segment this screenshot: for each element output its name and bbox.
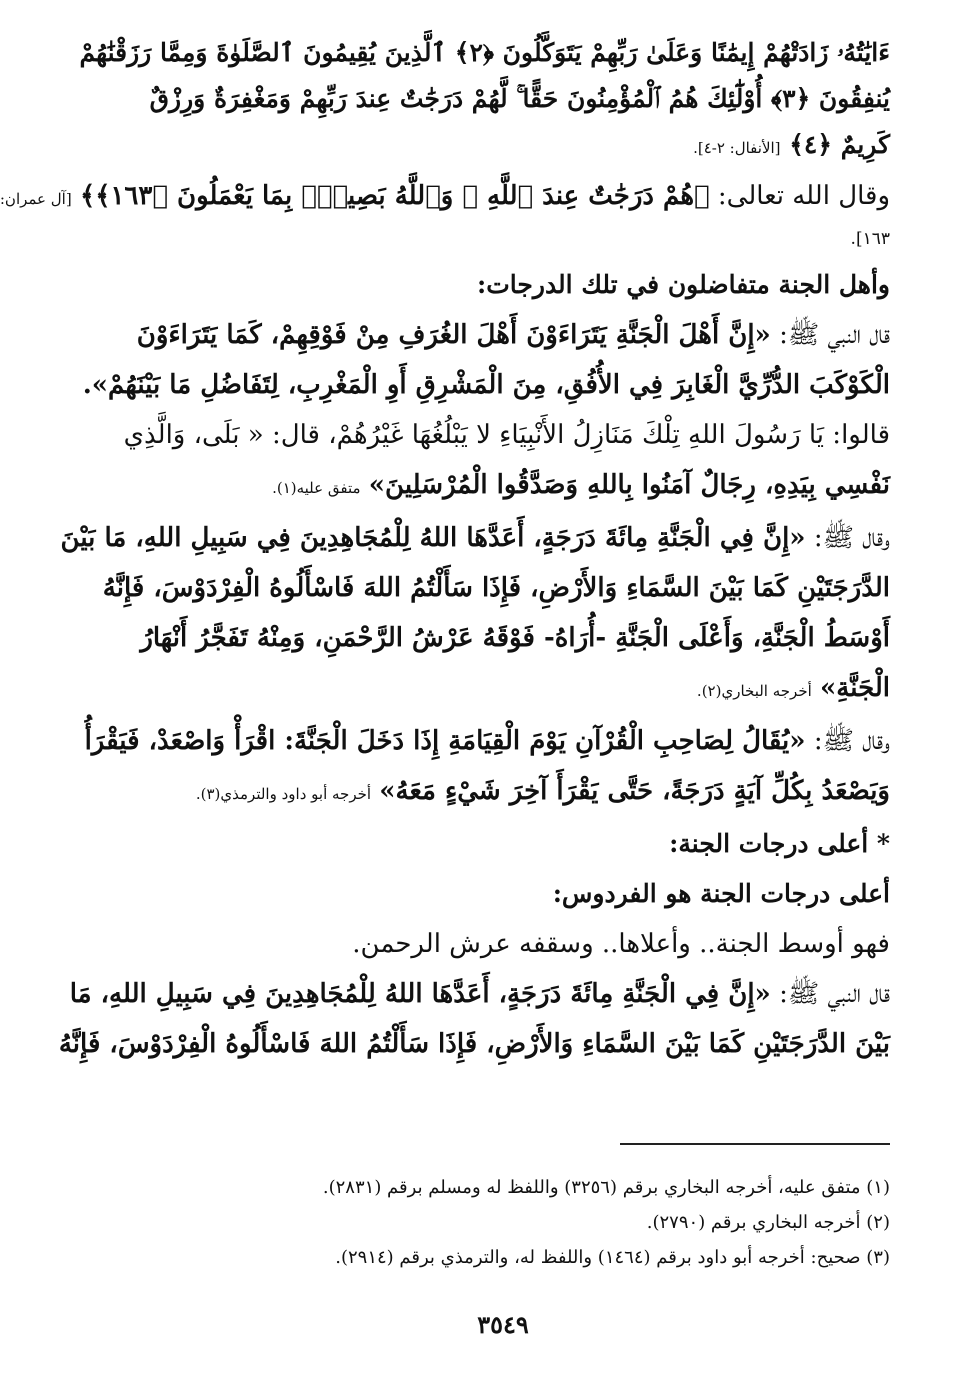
hadith-reference: متفق عليه(١). bbox=[272, 479, 361, 497]
footnotes bbox=[116, 1170, 890, 1275]
hadith-intro: قال النبي ﷺ: bbox=[779, 320, 890, 350]
hadith-text: «يُقَالُ لِصَاحِبِ الْقُرْآنِ يَوْمَ الْقِيَامَةِ إِذَا دَخَلَ الْجَنَّةَ: اقْرَأْ وَاصْعَدْ، فَيَقْرَأُ bbox=[84, 726, 806, 756]
verse-line-end bbox=[116, 122, 890, 171]
hadith-line bbox=[60, 513, 890, 563]
quote-intro: وقال الله تعالى: bbox=[717, 181, 890, 211]
page-number: ٣٥٤٩ bbox=[477, 1310, 529, 1339]
footnote: (٣) صحيح: أخرجه أبو داود برقم (١٤٦٤) واللفظ له، والترمذي برقم (٢٩١٤). bbox=[335, 1247, 890, 1268]
hadith-text: نَفْسِي بِيَدِهِ، رِجَالٌ آمَنُوا بِاللهِ وَصَدَّقُوا الْمُرْسَلِينَ» bbox=[368, 470, 890, 500]
hadith-text: وَيَصْعَدُ بِكُلِّ آيَةٍ دَرَجَةً، حَتَّى يَقْرَأَ آخِرَ شَيْءٍ مَعَهُ» bbox=[379, 776, 890, 806]
footnote-divider bbox=[620, 1143, 890, 1145]
quote-al-imran bbox=[0, 171, 890, 254]
subsection-heading: أعلى درجات الجنة هو الفردوس: bbox=[552, 879, 890, 908]
hadith-1 bbox=[82, 310, 890, 513]
verse-line: يُنفِقُونَ ﴿٣﴾ أُوْلَٰٓئِكَ هُمُ ٱلْمُؤْمِنُونَ حَقًّا ۚ لَّهُمْ دَرَجَٰتٌ عِندَ رَبِّهِمْ وَمَغْفِرَةٌ وَرِزْقٌ bbox=[149, 84, 890, 113]
verse-line: ءَايَٰتُهُۥ زَادَتْهُمْ إِيمَٰنًا وَعَلَىٰ رَبِّهِمْ يَتَوَكَّلُونَ ﴿٢﴾ ٱلَّذِينَ يُقِيمُونَ ٱلصَّلَوٰةَ وَمِمَّا رَزَقْنَٰهُمْ bbox=[79, 38, 890, 67]
hadith-line: قالوا: يَا رَسُولَ اللهِ تِلْكَ مَنَازِلُ الأَنْبِيَاءِ لا يَبْلُغُهَا غَيْرُهُمْ، قال: « بَلَى، وَالَّذِي bbox=[123, 420, 890, 450]
hadith-text: «إِنَّ فِي الْجَنَّةِ مِائَةَ دَرَجَةٍ، أَعَدَّهَا اللهُ لِلْمُجَاهِدِينَ فِي سَبِيلِ اللهِ، مَا bbox=[69, 979, 771, 1009]
verse-text: كَرِيمٌ ﴿٤﴾ bbox=[789, 130, 890, 159]
hadith-4 bbox=[58, 969, 890, 1069]
footnote: (٢) أخرجه البخاري برقم (٢٧٩٠). bbox=[646, 1212, 890, 1233]
quote-reference-start: [آل عمران: bbox=[0, 190, 72, 208]
hadith-2 bbox=[60, 513, 890, 716]
hadith-intro: وقال ﷺ: bbox=[813, 523, 890, 553]
hadith-line bbox=[84, 716, 890, 766]
hadith-line bbox=[69, 969, 890, 1019]
verses-block bbox=[79, 30, 890, 171]
hadith-3 bbox=[84, 716, 890, 819]
book-page bbox=[0, 30, 890, 1383]
hadith-line: أَوْسَطُ الْجَنَّةِ، وَأَعْلَى الْجَنَّةِ -أُرَاهُ- فَوْقَهُ عَرْشُ الرَّحْمَنِ، وَمِنْهُ تَفَجَّرُ أَنْهَارُ bbox=[140, 623, 890, 653]
section-intro: وأهل الجنة متفاضلون في تلك الدرجات: bbox=[477, 270, 890, 299]
hadith-line: الدَّرَجَتَيْنِ كَمَا بَيْنَ السَّمَاءِ وَالأَرْضِ، فَإِذَا سَأَلْتُمُ اللهَ فَاسْأَلُوهُ الْفِرْدَوْسَ، فَإِنَّهُ bbox=[102, 573, 890, 603]
hadith-line bbox=[116, 310, 890, 360]
hadith-intro: وقال ﷺ: bbox=[813, 726, 890, 756]
hadith-intro: قال النبي ﷺ: bbox=[779, 979, 890, 1009]
description-paragraph: فهو أوسط الجنة.. وأعلاها.. وسقفه عرش الرحمن. bbox=[352, 929, 890, 959]
hadith-line bbox=[116, 663, 890, 716]
hadith-line bbox=[116, 766, 890, 819]
verse-reference: [الأنفال: ٢-٤]. bbox=[693, 139, 781, 157]
quote-reference-end: ١٦٣]. bbox=[850, 229, 890, 249]
hadith-text: «إِنَّ أَهْلَ الْجَنَّةِ يَتَرَاءَوْنَ أَهْلَ الغُرَفِ مِنْ فَوْقِهِمْ، كَمَا يَتَرَاءَوْنَ bbox=[136, 320, 771, 350]
quote-line bbox=[0, 171, 890, 224]
footnote: (١) متفق عليه، أخرجه البخاري برقم (٣٢٥٦) واللفظ له ومسلم برقم (٢٨٣١). bbox=[322, 1177, 890, 1198]
hadith-text: الْجَنَّةِ» bbox=[820, 673, 890, 703]
hadith-reference: أخرجه البخاري(٢). bbox=[696, 682, 812, 700]
section-heading: * أعلى درجات الجنة: bbox=[669, 829, 890, 858]
hadith-reference: أخرجه أبو داود والترمذي(٣). bbox=[195, 785, 372, 803]
hadith-line: بَيْنَ الدَّرَجَتَيْنِ كَمَا بَيْنَ السَّمَاءِ وَالأَرْضِ، فَإِذَا سَأَلْتُمُ اللهَ فَاسْأَلُوهُ الْفِرْدَوْسَ، فَإِنَّهُ bbox=[58, 1029, 890, 1059]
hadith-line bbox=[116, 460, 890, 513]
quote-ayah: ﴿هُمْ دَرَجَٰتٌ عِندَ ٱللَّهِ ۗ وَٱللَّهُ بَصِيرٌۢ بِمَا يَعْمَلُونَ ﴿١٦٣﴾﴾ bbox=[79, 181, 710, 211]
hadith-text: «إِنَّ فِي الْجَنَّةِ مِائَةَ دَرَجَةٍ، أَعَدَّهَا اللهُ لِلْمُجَاهِدِينَ فِي سَبِيلِ اللهِ، مَا بَيْنَ bbox=[60, 523, 806, 553]
hadith-line: الْكَوْكَبَ الدُّرِّيَّ الْغَابِرَ فِي الأُفُقِ، مِنَ الْمَشْرِقِ أَوِ الْمَغْرِبِ، لِتَفَاضُلِ مَا بَيْنَهُمْ». bbox=[82, 370, 890, 400]
